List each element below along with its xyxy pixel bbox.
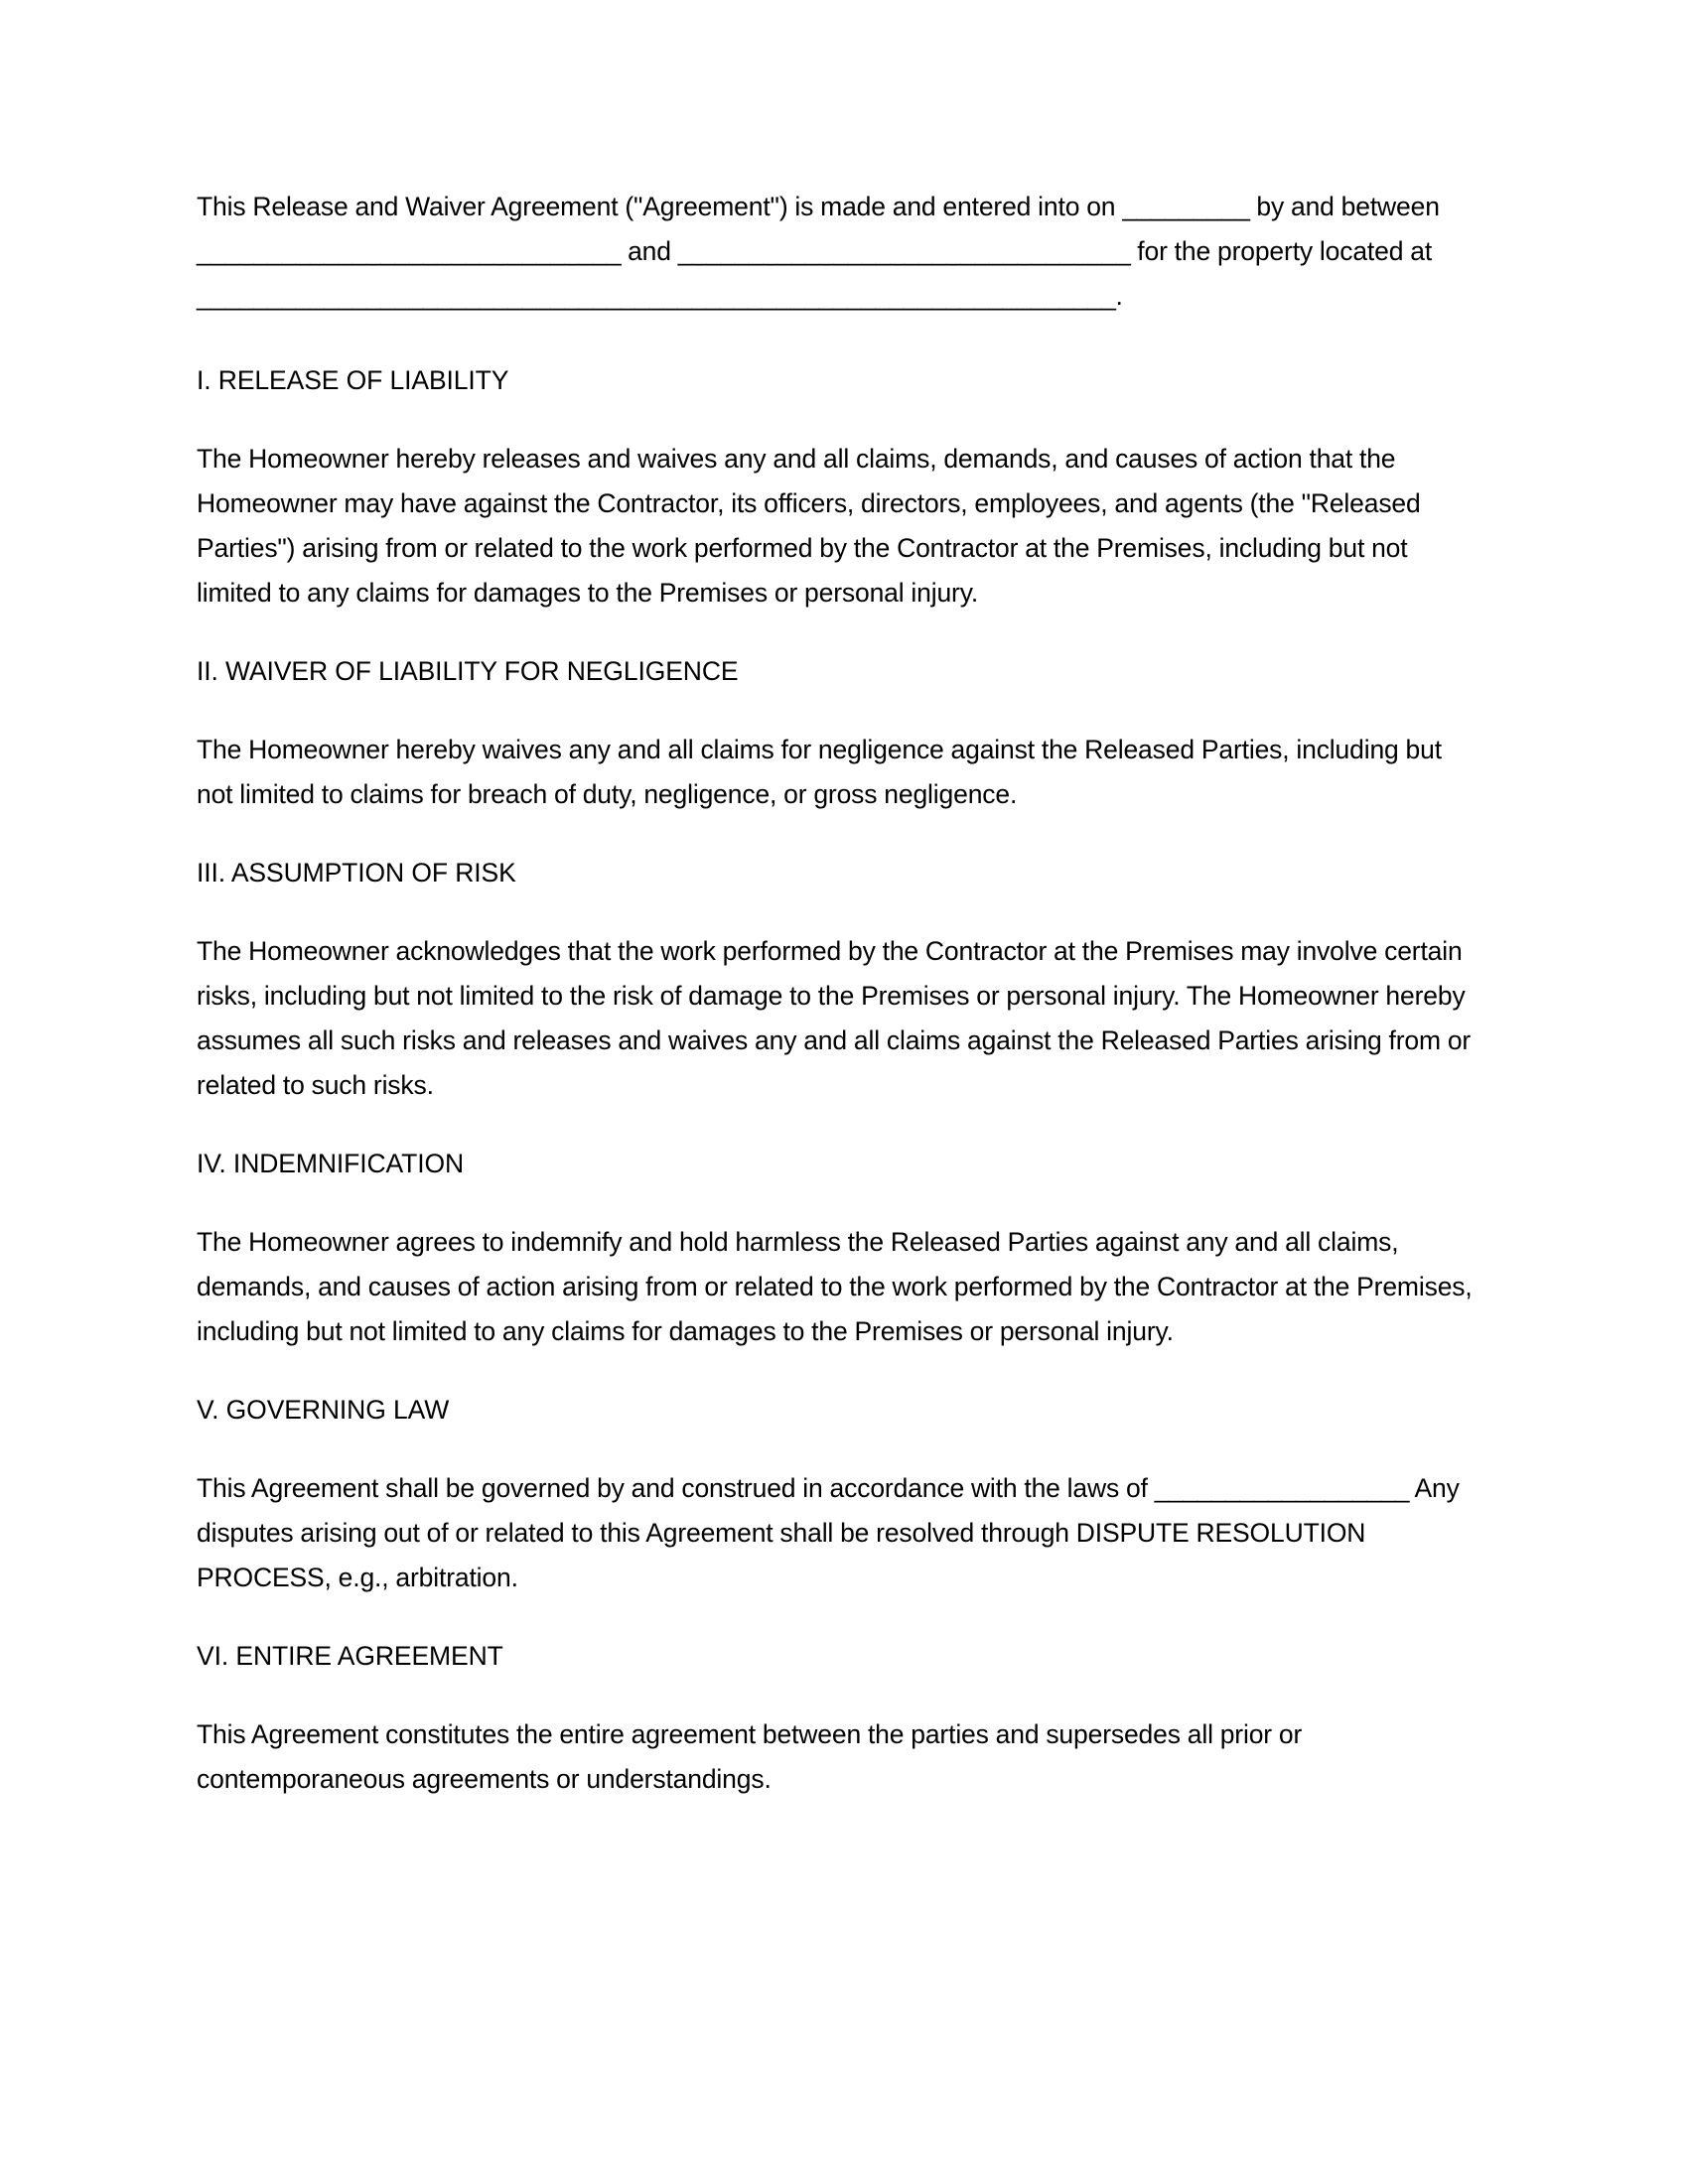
section-body-release-of-liability: The Homeowner hereby releases and waives any and all claims, demands, and causes of action that the Homeowner may have against the Contractor, its officers, directors, employees, and agents (the "Released Parties") arising from or related to the work performed by the Contractor at the Premises, including but not limited to any claims for damages to the Premises or personal injury. — [197, 444, 1421, 608]
section-heading-entire-agreement: VI. ENTIRE AGREEMENT — [197, 1641, 503, 1671]
section-body-waiver-of-liability-for-negligence: The Homeowner hereby waives any and all claims for negligence against the Released Parties, including but not limited to claims for breach of duty, negligence, or gross negligence. — [197, 735, 1442, 809]
section-heading-indemnification: IV. INDEMNIFICATION — [197, 1149, 465, 1178]
section-heading-waiver-of-liability-for-negligence: II. WAIVER OF LIABILITY FOR NEGLIGENCE — [197, 656, 739, 686]
intro-line3-suffix: . — [1115, 281, 1123, 311]
intro-party1-blank: ______________________________ — [197, 236, 622, 266]
governing-law-suffix: Any disputes arising out of or related to this Agreement shall be resolved through DISPUTE RESOLUTION PROCESS, e.g., arbitration. — [197, 1473, 1460, 1592]
intro-date-blank: _________ — [1122, 192, 1250, 221]
intro-line2-middle: and — [621, 236, 678, 266]
section-heading-assumption-of-risk: III. ASSUMPTION OF RISK — [197, 858, 516, 887]
intro-line1-text: This Release and Waiver Agreement ("Agreement") is made and entered into on — [197, 192, 1123, 221]
governing-law-prefix: This Agreement shall be governed by and construed in accordance with the laws of — [197, 1473, 1155, 1503]
section-body-governing-law — [197, 1466, 1483, 1600]
section-body-indemnification: The Homeowner agrees to indemnify and hold harmless the Released Parties against any and all claims, demands, and causes of action arising from or related to the work performed by the Contractor at the Premises, including but not limited to any claims for damages to the Premises or personal injury. — [197, 1227, 1473, 1346]
intro-property-blank: _________________________________________________________________ — [197, 281, 1116, 311]
document-body — [197, 185, 1483, 1836]
section-heading-release-of-liability: I. RELEASE OF LIABILITY — [197, 365, 509, 395]
agreement-intro-block — [197, 185, 1483, 319]
agreement-intro-paragraph — [197, 185, 1483, 319]
governing-law-jurisdiction-blank: __________________ — [1154, 1473, 1410, 1503]
section-body-entire-agreement: This Agreement constitutes the entire agreement between the parties and supersedes all prior or contemporaneous agreements or understandings. — [197, 1719, 1303, 1794]
intro-line2-prefix: by and between — [1256, 192, 1440, 221]
intro-party2-blank: ________________________________ — [677, 236, 1131, 266]
intro-line3-prefix: for the property located at — [1137, 236, 1433, 266]
section-heading-governing-law: V. GOVERNING LAW — [197, 1395, 450, 1425]
section-body-assumption-of-risk: The Homeowner acknowledges that the work performed by the Contractor at the Premises may involve certain risks, including but not limited to the risk of damage to the Premises or personal injury. The Homeowner hereby assumes all such risks and releases and waives any and all claims against the Released Parties arising from or related to such risks. — [197, 936, 1472, 1100]
